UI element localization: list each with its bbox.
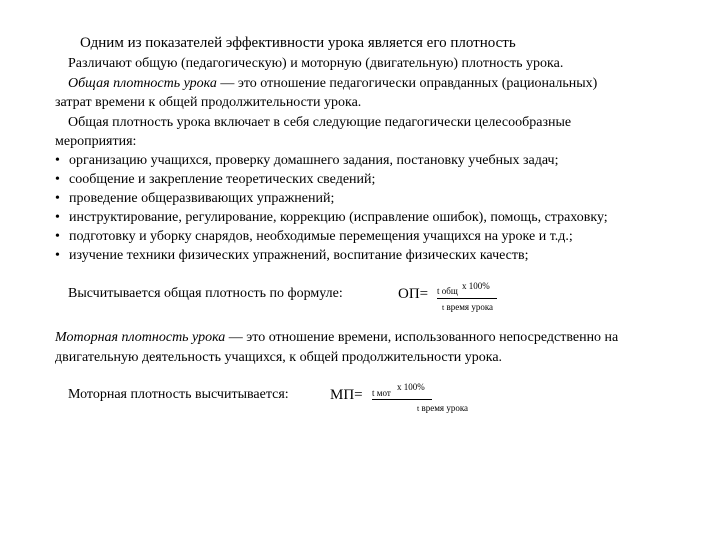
paragraph-3-line-2: мероприятия: [55, 134, 137, 149]
term-general-density: Общая плотность урока [68, 76, 217, 91]
page-title: Одним из показателей эффективности урока является его плотность [80, 35, 516, 51]
list-item-text: проведение общеразвивающих упражнений; [69, 191, 335, 206]
bullet-icon: • [55, 248, 60, 263]
formula-1-denominator: t время урока [442, 302, 494, 312]
list-item-text: инструктирование, регулирование, коррекцию (исправление ошибок), помощь, страховку; [69, 210, 608, 225]
term-motor-density: Моторная плотность урока [55, 330, 226, 345]
formula-1-numerator: t общ [437, 286, 458, 296]
list-item [55, 247, 529, 265]
paragraph-4-line-2: двигательную деятельность учащихся, к общей продолжительности урока. [55, 350, 503, 365]
bullet-icon: • [55, 172, 60, 187]
list-item [55, 152, 558, 170]
list-item [55, 190, 334, 208]
paragraph-1: Различают общую (педагогическую) и моторную (двигательную) плотность урока. [68, 56, 564, 71]
list-item [55, 171, 375, 189]
paragraph-4-rest: — это отношение времени, использованного непосредственно на [225, 330, 619, 345]
formula-1-lhs: ОП= [398, 286, 429, 302]
paragraph-2-rest: — это отношение педагогически оправданных (рациональных) [216, 76, 598, 91]
paragraph-2-line-1 [68, 75, 597, 93]
list-item [55, 228, 573, 246]
bullet-icon: • [55, 191, 60, 206]
formula-2-lhs: МП= [330, 387, 363, 403]
list-item-text: сообщение и закрепление теоретических сведений; [69, 172, 376, 187]
formula-1-multiplier: х 100% [462, 281, 490, 291]
formula-1-fraction-bar [437, 298, 497, 299]
formula-2-numerator: t мот [372, 388, 391, 398]
formula-2-denominator: t время урока [417, 403, 469, 413]
bullet-icon: • [55, 153, 60, 168]
list-item-text: изучение техники физических упражнений, воспитание физических качеств; [69, 248, 529, 263]
paragraph-4-line-1 [55, 329, 618, 347]
bullet-icon: • [55, 229, 60, 244]
list-item-text: подготовку и уборку снарядов, необходимые перемещения учащихся на уроке и т.д.; [69, 229, 573, 244]
bullet-icon: • [55, 210, 60, 225]
paragraph-3-line-1: Общая плотность урока включает в себя следующие педагогически целесообразные [68, 115, 572, 130]
formula-1-lead: Высчитывается общая плотность по формуле: [68, 286, 343, 301]
formula-2-fraction-bar [372, 399, 432, 400]
formula-2-lead: Моторная плотность высчитывается: [68, 387, 289, 402]
paragraph-2-line-2: затрат времени к общей продолжительности урока. [55, 95, 362, 110]
formula-2-multiplier: х 100% [397, 382, 425, 392]
list-item [55, 209, 608, 227]
list-item-text: организацию учащихся, проверку домашнего задания, постановку учебных задач; [69, 153, 559, 168]
